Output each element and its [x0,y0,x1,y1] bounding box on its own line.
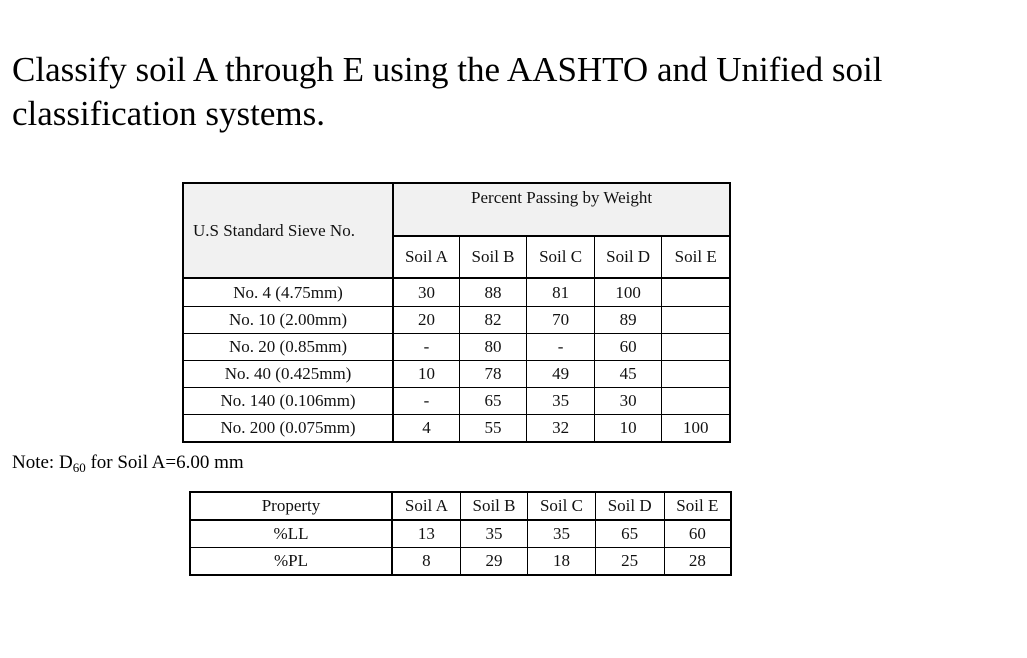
table-row [183,388,730,415]
table-row [190,548,731,576]
value-cell: 30 [594,388,662,415]
value-cell: 82 [459,307,527,334]
d60-note [12,452,244,474]
property-header: Property [190,492,392,520]
soil-c-header: Soil C [527,236,595,278]
value-cell [662,334,730,361]
sieve-name-cell: No. 20 (0.85mm) [183,334,393,361]
value-cell: 45 [594,361,662,388]
sieve-name-cell: No. 140 (0.106mm) [183,388,393,415]
value-cell [662,278,730,307]
value-cell: 49 [527,361,595,388]
value-cell: 70 [527,307,595,334]
value-cell: 88 [459,278,527,307]
value-cell: 35 [527,388,595,415]
value-cell: 78 [459,361,527,388]
note-subscript: 60 [72,460,86,475]
table-row [183,278,730,307]
soil-b-header: Soil B [459,236,527,278]
value-cell: 4 [393,415,459,443]
sieve-name-cell: No. 40 (0.425mm) [183,361,393,388]
value-cell: 65 [595,520,664,548]
soil-c-header: Soil C [528,492,595,520]
value-cell: 100 [662,415,730,443]
value-cell: 81 [527,278,595,307]
soil-e-header: Soil E [664,492,731,520]
soil-property-table [189,491,732,576]
value-cell: 60 [664,520,731,548]
soil-e-header: Soil E [662,236,730,278]
table-row [190,520,731,548]
value-cell: 35 [528,520,595,548]
value-cell [662,361,730,388]
value-cell: 28 [688,551,706,570]
note-prefix: Note: D [12,452,73,473]
table-row [183,361,730,388]
value-cell: 55 [459,415,527,443]
sieve-name-cell: No. 10 (2.00mm) [183,307,393,334]
value-cell: 18 [528,548,595,576]
soil-a-header: Soil A [393,236,459,278]
note-suffix: for Soil A=6.00 mm [85,452,244,473]
value-cell: - [527,334,595,361]
sieve-analysis-table [182,182,731,443]
table-row [183,415,730,443]
sieve-table-header-row [183,183,730,236]
value-cell: 80 [459,334,527,361]
value-cell: 100 [594,278,662,307]
value-cell: - [393,334,459,361]
value-cell: 35 [460,520,527,548]
percent-passing-header: Percent Passing by Weight [393,183,730,236]
soil-a-header: Soil A [392,492,460,520]
soil-d-header: Soil D [594,236,662,278]
property-name-cell: %LL [190,520,392,548]
value-cell [662,388,730,415]
value-cell: 10 [594,415,662,443]
value-cell: 13 [392,520,460,548]
value-cell: 20 [393,307,459,334]
sieve-name-cell: No. 4 (4.75mm) [183,278,393,307]
value-cell: - [393,388,459,415]
value-cell: 32 [527,415,595,443]
value-cell: 65 [459,388,527,415]
question-line-2: classification systems. [12,94,326,133]
value-cell: 10 [393,361,459,388]
question-text [12,48,1012,136]
table-row [183,307,730,334]
value-cell: 30 [393,278,459,307]
question-line-1: Classify soil A through E using the AASHTO and Unified soil [12,50,883,89]
table-row [183,334,730,361]
property-name-cell: %PL [190,548,392,576]
value-cell: 29 [460,548,527,576]
sieve-number-header: U.S Standard Sieve No. [183,183,393,278]
soil-d-header: Soil D [595,492,664,520]
value-cell: 60 [594,334,662,361]
soil-b-header: Soil B [460,492,527,520]
value-cell: 89 [594,307,662,334]
value-cell: 8 [392,548,460,576]
value-cell [662,307,730,334]
sieve-name-cell: No. 200 (0.075mm) [183,415,393,443]
value-cell: 25 [595,548,664,576]
property-table-header-row [190,492,731,520]
